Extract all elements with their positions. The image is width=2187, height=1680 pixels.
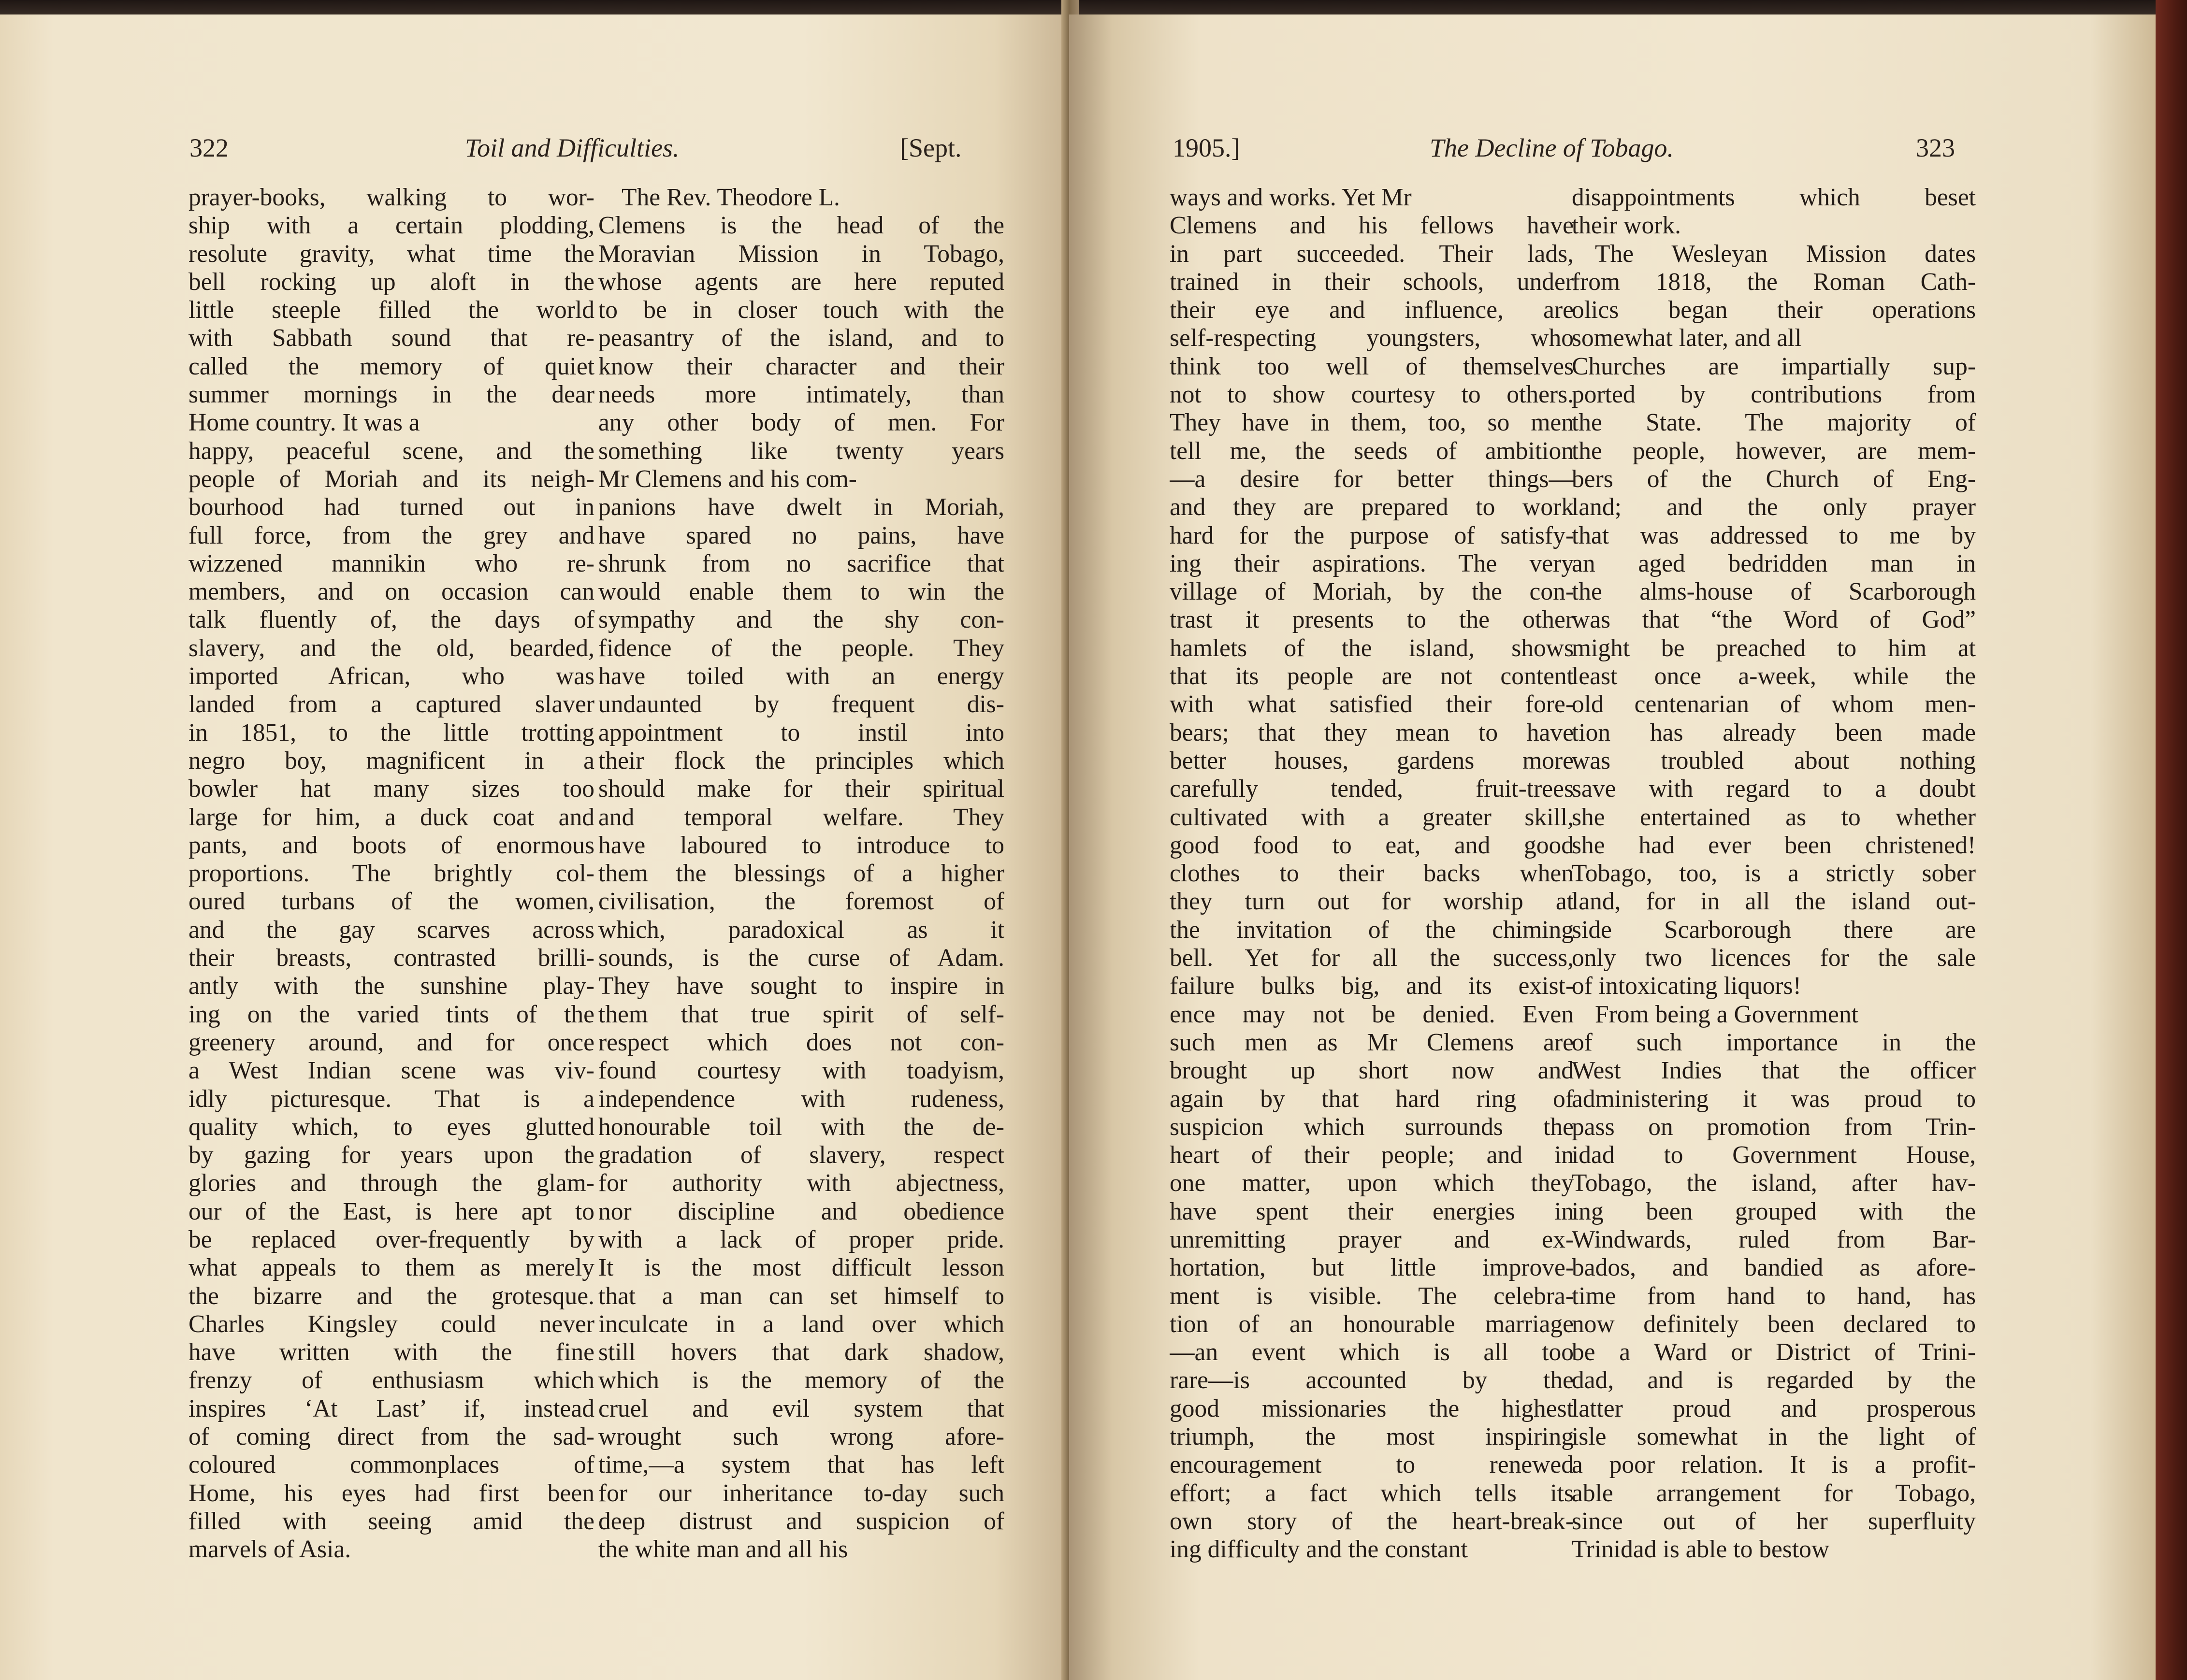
text-column-left-1 bbox=[188, 184, 594, 1564]
text-line: civilisation, the foremost of bbox=[598, 888, 1004, 916]
text-line: of such importance in the bbox=[1572, 1028, 1976, 1056]
text-line: have laboured to introduce to bbox=[598, 831, 1004, 859]
text-line: large for him, a duck coat and bbox=[188, 803, 594, 831]
text-line: inspires ‘At Last’ if, instead bbox=[188, 1394, 594, 1422]
text-line: negro boy, magnificent in a bbox=[188, 747, 594, 775]
text-line: now definitely been declared to bbox=[1572, 1310, 1976, 1338]
text-line: ment is visible. The celebra- bbox=[1170, 1282, 1574, 1310]
text-line: hard for the purpose of satisfy- bbox=[1170, 521, 1574, 549]
text-line: dad, and is regarded by the bbox=[1572, 1366, 1976, 1394]
text-line: ship with a certain plodding, bbox=[188, 212, 594, 240]
text-line: be replaced over-frequently by bbox=[188, 1225, 594, 1253]
book-cover-edge bbox=[2156, 0, 2187, 1680]
text-line: their eye and influence, are bbox=[1170, 296, 1574, 324]
text-line: good food to eat, and good bbox=[1170, 831, 1574, 859]
text-line: wizzened mannikin who re- bbox=[188, 549, 594, 577]
right-running-head bbox=[1069, 133, 2156, 172]
text-line: deep distrust and suspicion of bbox=[598, 1507, 1004, 1535]
text-line: encouragement to renewed bbox=[1170, 1451, 1574, 1479]
text-line: ing their aspirations. The very bbox=[1170, 549, 1574, 577]
text-line: the State. The majority of bbox=[1572, 409, 1976, 437]
text-line: trained in their schools, under bbox=[1170, 268, 1574, 296]
text-line: still hovers that dark shadow, bbox=[598, 1338, 1004, 1366]
text-line: hortation, but little improve- bbox=[1170, 1254, 1574, 1282]
text-line: Windwards, ruled from Bar- bbox=[1572, 1225, 1976, 1253]
text-line: would enable them to win the bbox=[598, 578, 1004, 606]
text-line: inculcate in a land over which bbox=[598, 1310, 1004, 1338]
text-line: Mr Clemens and his com- bbox=[598, 465, 857, 493]
text-line: glories and through the glam- bbox=[188, 1169, 594, 1197]
text-line: pass on promotion from Trin- bbox=[1572, 1113, 1976, 1141]
text-line: of intoxicating liquors! bbox=[1572, 972, 1801, 1000]
text-line: ence may not be denied. Even bbox=[1170, 1000, 1574, 1028]
text-line: with a lack of proper pride. bbox=[598, 1225, 1004, 1253]
text-line: oured turbans of the women, bbox=[188, 888, 594, 916]
text-line: for our inheritance to-day such bbox=[598, 1479, 1004, 1507]
text-line: she had ever been christened! bbox=[1572, 831, 1976, 859]
text-line: their breasts, contrasted brilli- bbox=[188, 944, 594, 972]
text-line: with what satisfied their fore- bbox=[1170, 690, 1574, 718]
text-line: to be in closer touch with the bbox=[598, 296, 1004, 324]
text-line: was that “the Word of God” bbox=[1572, 606, 1976, 634]
text-line: bowler hat many sizes too bbox=[188, 775, 594, 803]
text-line: the white man and all his bbox=[598, 1536, 848, 1564]
text-line: save with regard to a doubt bbox=[1572, 775, 1976, 803]
text-line: full force, from the grey and bbox=[188, 521, 594, 549]
text-line: from 1818, the Roman Cath- bbox=[1572, 268, 1976, 296]
text-line: ing on the varied tints of the bbox=[188, 1000, 594, 1028]
running-title: Toil and Difficulties. bbox=[465, 133, 680, 162]
text-line: Trinidad is able to bestow bbox=[1572, 1536, 1830, 1564]
text-line: Home, his eyes had first been bbox=[188, 1479, 594, 1507]
text-line: coloured commonplaces of bbox=[188, 1451, 594, 1479]
text-line: panions have dwelt in Moriah, bbox=[598, 493, 1004, 521]
text-line: by gazing for years upon the bbox=[188, 1141, 594, 1169]
text-line: wrought such wrong afore- bbox=[598, 1423, 1004, 1451]
text-line: shrunk from no sacrifice that bbox=[598, 549, 1004, 577]
date-mark: [Sept. bbox=[900, 133, 962, 162]
text-line: olics began their operations bbox=[1572, 296, 1976, 324]
text-line: least once a-week, while the bbox=[1572, 662, 1976, 690]
text-column-right-2 bbox=[1572, 184, 1976, 1564]
text-line: the invitation of the chiming bbox=[1170, 916, 1574, 944]
text-line: Moravian Mission in Tobago, bbox=[598, 240, 1004, 268]
text-line: carefully tended, fruit-trees bbox=[1170, 775, 1574, 803]
text-line: gradation of slavery, respect bbox=[598, 1141, 1004, 1169]
text-line: ing been grouped with the bbox=[1572, 1197, 1976, 1225]
text-line: a poor relation. It is a profit- bbox=[1572, 1451, 1976, 1479]
text-line: appointment to instil into bbox=[598, 718, 1004, 747]
text-line: have spared no pains, have bbox=[598, 521, 1004, 549]
text-line: think too well of themselves bbox=[1170, 352, 1574, 380]
page-number: 323 bbox=[1916, 133, 1955, 162]
text-line: hamlets of the island, shows bbox=[1170, 634, 1574, 662]
text-line: only two licences for the sale bbox=[1572, 944, 1976, 972]
text-line: one matter, upon which they bbox=[1170, 1169, 1574, 1197]
text-line: suspicion which surrounds the bbox=[1170, 1113, 1574, 1141]
text-column-left-2 bbox=[598, 184, 1004, 1564]
text-line: a West Indian scene was viv- bbox=[188, 1057, 594, 1085]
text-line: somewhat later, and all bbox=[1572, 324, 1802, 352]
text-line: filled with seeing amid the bbox=[188, 1507, 594, 1535]
text-line: heart of their people; and in bbox=[1170, 1141, 1574, 1169]
text-line: our of the East, is here apt to bbox=[188, 1197, 594, 1225]
text-line: not to show courtesy to others. bbox=[1170, 381, 1574, 409]
text-line: The Rev. Theodore L. bbox=[622, 184, 840, 211]
text-line: know their character and their bbox=[598, 352, 1004, 380]
text-line: should make for their spiritual bbox=[598, 775, 1004, 803]
text-line: their flock the principles which bbox=[598, 747, 1004, 775]
text-line: called the memory of quiet bbox=[188, 352, 594, 380]
text-line: time,—a system that has left bbox=[598, 1451, 1004, 1479]
text-line: in part succeeded. Their lads, bbox=[1170, 240, 1574, 268]
text-line: —a desire for better things— bbox=[1170, 465, 1574, 493]
text-line: and they are prepared to work bbox=[1170, 493, 1574, 521]
text-line: tion has already been made bbox=[1572, 718, 1976, 747]
text-line: them that true spirit of self- bbox=[598, 1000, 1004, 1028]
text-line: better houses, gardens more bbox=[1170, 747, 1574, 775]
text-line: be a Ward or District of Trini- bbox=[1572, 1338, 1976, 1366]
text-line: Home country. It was a bbox=[188, 409, 420, 437]
text-line: unremitting prayer and ex- bbox=[1170, 1225, 1574, 1253]
text-column-right-1 bbox=[1170, 184, 1574, 1564]
text-line: latter proud and prosperous bbox=[1572, 1394, 1976, 1422]
text-line: greenery around, and for once bbox=[188, 1028, 594, 1056]
text-line: They have in them, too, so men bbox=[1170, 409, 1574, 437]
text-line: brought up short now and bbox=[1170, 1057, 1574, 1085]
text-line: and the gay scarves across bbox=[188, 916, 594, 944]
text-line: imported African, who was bbox=[188, 662, 594, 690]
text-line: for authority with abjectness, bbox=[598, 1169, 1004, 1197]
text-line: cruel and evil system that bbox=[598, 1394, 1004, 1422]
text-line: isle somewhat in the light of bbox=[1572, 1423, 1976, 1451]
text-line: in 1851, to the little trotting bbox=[188, 718, 594, 747]
text-line: land, for in all the island out- bbox=[1572, 888, 1976, 916]
text-line: It is the most difficult lesson bbox=[598, 1254, 1004, 1282]
text-line: side Scarborough there are bbox=[1572, 916, 1976, 944]
text-line: quality which, to eyes glutted bbox=[188, 1113, 594, 1141]
text-line: have toiled with an energy bbox=[598, 662, 1004, 690]
text-line: something like twenty years bbox=[598, 437, 1004, 465]
text-line: they turn out for worship at bbox=[1170, 888, 1574, 916]
text-line: West Indies that the officer bbox=[1572, 1057, 1976, 1085]
text-line: was troubled about nothing bbox=[1572, 747, 1976, 775]
text-line: sympathy and the shy con- bbox=[598, 606, 1004, 634]
text-line: the people, however, are mem- bbox=[1572, 437, 1976, 465]
text-line: little steeple filled the world bbox=[188, 296, 594, 324]
text-line: rare—is accounted by the bbox=[1170, 1366, 1574, 1394]
text-line: slavery, and the old, bearded, bbox=[188, 634, 594, 662]
text-line: the alms-house of Scarborough bbox=[1572, 578, 1976, 606]
text-line: ported by contributions from bbox=[1572, 381, 1976, 409]
text-line: which is the memory of the bbox=[598, 1366, 1004, 1394]
text-line: good missionaries the highest bbox=[1170, 1394, 1574, 1422]
text-line: marvels of Asia. bbox=[188, 1536, 351, 1564]
right-page bbox=[1069, 14, 2156, 1680]
text-line: self-respecting youngsters, who bbox=[1170, 324, 1574, 352]
text-line: Clemens and his fellows have bbox=[1170, 212, 1574, 240]
text-line: nor discipline and obedience bbox=[598, 1197, 1004, 1225]
left-page bbox=[0, 14, 1069, 1680]
text-line: that a man can set himself to bbox=[598, 1282, 1004, 1310]
text-line: which, paradoxical as it bbox=[598, 916, 1004, 944]
text-line: They have sought to inspire in bbox=[598, 972, 1004, 1000]
text-line: bears; that they mean to have bbox=[1170, 718, 1574, 747]
text-line: bell. Yet for all the success, bbox=[1170, 944, 1574, 972]
text-line: bell rocking up aloft in the bbox=[188, 268, 594, 296]
text-line: Tobago, too, is a strictly sober bbox=[1572, 860, 1976, 888]
text-line: able arrangement for Tobago, bbox=[1572, 1479, 1976, 1507]
text-line: of coming direct from the sad- bbox=[188, 1423, 594, 1451]
text-line: talk fluently of, the days of bbox=[188, 606, 594, 634]
text-line: bourhood had turned out in bbox=[188, 493, 594, 521]
text-line: with Sabbath sound that re- bbox=[188, 324, 594, 352]
text-line: resolute gravity, what time the bbox=[188, 240, 594, 268]
text-line: own story of the heart-break- bbox=[1170, 1507, 1574, 1535]
text-line: them the blessings of a higher bbox=[598, 860, 1004, 888]
text-line: people of Moriah and its neigh- bbox=[188, 465, 594, 493]
text-line: since out of her superfluity bbox=[1572, 1507, 1976, 1535]
text-line: idly picturesque. That is a bbox=[188, 1085, 594, 1113]
text-line: Tobago, the island, after hav- bbox=[1572, 1169, 1976, 1197]
text-line: village of Moriah, by the con- bbox=[1170, 578, 1574, 606]
text-line: old centenarian of whom men- bbox=[1572, 690, 1976, 718]
text-line: idad to Government House, bbox=[1572, 1141, 1976, 1169]
text-line: whose agents are here reputed bbox=[598, 268, 1004, 296]
text-line: fidence of the people. They bbox=[598, 634, 1004, 662]
text-line: sounds, is the curse of Adam. bbox=[598, 944, 1004, 972]
text-line: ways and works. Yet Mr bbox=[1170, 184, 1412, 211]
text-line: The Wesleyan Mission dates bbox=[1595, 240, 1976, 268]
text-line: Clemens is the head of the bbox=[598, 212, 1004, 240]
text-line: Churches are impartially sup- bbox=[1572, 352, 1976, 380]
text-line: that was addressed to me by bbox=[1572, 521, 1976, 549]
text-line: undaunted by frequent dis- bbox=[598, 690, 1004, 718]
text-line: —an event which is all too bbox=[1170, 1338, 1574, 1366]
text-line: honourable toil with the de- bbox=[598, 1113, 1004, 1141]
text-line: again by that hard ring of bbox=[1170, 1085, 1574, 1113]
text-line: bados, and bandied as afore- bbox=[1572, 1254, 1976, 1282]
text-line: tell me, the seeds of ambition bbox=[1170, 437, 1574, 465]
text-line: the bizarre and the grotesque. bbox=[188, 1282, 594, 1310]
text-line: and temporal welfare. They bbox=[598, 803, 1004, 831]
text-line: triumph, the most inspiring bbox=[1170, 1423, 1574, 1451]
text-line: bers of the Church of Eng- bbox=[1572, 465, 1976, 493]
text-line: such men as Mr Clemens are bbox=[1170, 1028, 1574, 1056]
text-line: their work. bbox=[1572, 212, 1681, 240]
text-line: respect which does not con- bbox=[598, 1028, 1004, 1056]
text-line: land; and the only prayer bbox=[1572, 493, 1976, 521]
text-line: peasantry of the island, and to bbox=[598, 324, 1004, 352]
text-line: pants, and boots of enormous bbox=[188, 831, 594, 859]
text-line: she entertained as to whether bbox=[1572, 803, 1976, 831]
text-line: ing difficulty and the constant bbox=[1170, 1536, 1468, 1564]
text-line: any other body of men. For bbox=[598, 409, 1004, 437]
text-line: needs more intimately, than bbox=[598, 381, 1004, 409]
text-line: what appeals to them as merely bbox=[188, 1254, 594, 1282]
text-line: tion of an honourable marriage bbox=[1170, 1310, 1574, 1338]
text-line: trast it presents to the other bbox=[1170, 606, 1574, 634]
text-line: landed from a captured slaver bbox=[188, 690, 594, 718]
text-line: proportions. The brightly col- bbox=[188, 860, 594, 888]
text-line: have written with the fine bbox=[188, 1338, 594, 1366]
background-edge bbox=[0, 0, 2187, 16]
text-line: summer mornings in the dear bbox=[188, 381, 594, 409]
left-running-head bbox=[0, 133, 1069, 172]
running-title: The Decline of Tobago. bbox=[1430, 133, 1674, 162]
date-mark: 1905.] bbox=[1173, 133, 1240, 162]
text-line: clothes to their backs when bbox=[1170, 860, 1574, 888]
text-line: have spent their energies in bbox=[1170, 1197, 1574, 1225]
text-line: happy, peaceful scene, and the bbox=[188, 437, 594, 465]
text-line: From being a Government bbox=[1595, 1000, 1858, 1028]
text-line: failure bulks big, and its exist- bbox=[1170, 972, 1574, 1000]
text-line: effort; a fact which tells its bbox=[1170, 1479, 1574, 1507]
text-line: Charles Kingsley could never bbox=[188, 1310, 594, 1338]
text-line: prayer-books, walking to wor- bbox=[188, 184, 594, 211]
text-line: independence with rudeness, bbox=[598, 1085, 1004, 1113]
text-line: frenzy of enthusiasm which bbox=[188, 1366, 594, 1394]
text-line: disappointments which beset bbox=[1572, 184, 1976, 211]
text-line: antly with the sunshine play- bbox=[188, 972, 594, 1000]
text-line: an aged bedridden man in bbox=[1572, 549, 1976, 577]
text-line: administering it was proud to bbox=[1572, 1085, 1976, 1113]
text-line: found courtesy with toadyism, bbox=[598, 1057, 1004, 1085]
text-line: might be preached to him at bbox=[1572, 634, 1976, 662]
page-number: 322 bbox=[189, 133, 229, 162]
text-line: that its people are not content bbox=[1170, 662, 1574, 690]
text-line: members, and on occasion can bbox=[188, 578, 594, 606]
text-line: time from hand to hand, has bbox=[1572, 1282, 1976, 1310]
text-line: cultivated with a greater skill, bbox=[1170, 803, 1574, 831]
